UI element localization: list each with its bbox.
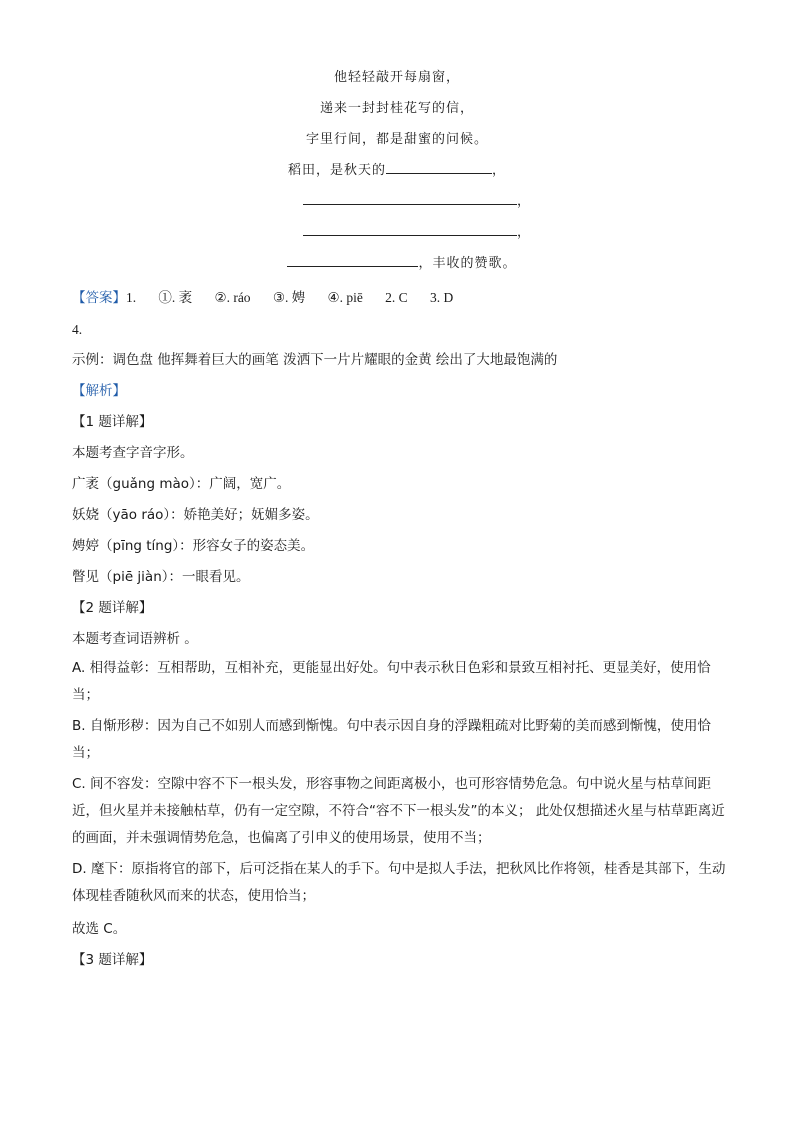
fill-blank-1[interactable] bbox=[386, 159, 492, 174]
poem-line-5-comma: ， bbox=[516, 194, 531, 209]
poem-line-3: 字里行间，都是甜蜜的问候。 bbox=[305, 132, 488, 147]
fill-blank-3[interactable] bbox=[303, 221, 517, 236]
q1-word-2: 妖娆（yāo ráo）：娇艳美好；妩媚多姿。 bbox=[72, 507, 319, 523]
analysis-tag: 【解析】 bbox=[72, 383, 126, 399]
answer-tag: 【答案】 bbox=[72, 290, 126, 306]
answer-q4-num: 4. bbox=[72, 322, 83, 337]
q3-detail-heading: 【3 题详解】 bbox=[72, 952, 153, 968]
poem-line-1: 他轻轻敲开每扇窗， bbox=[333, 70, 460, 85]
q2-conclusion: 故选 C。 bbox=[72, 921, 127, 937]
q2-option-d: D. 麾下：原指将官的部下，后可泛指在某人的手下。句中是拟人手法，把秋风比作将领，桂香是其部下，生动体现桂香随秋风而来的状态，使用恰当； bbox=[72, 861, 726, 904]
poem-line-4-comma: ， bbox=[492, 163, 507, 178]
q1-intro: 本题考查字音字形。 bbox=[72, 445, 194, 461]
answer-q1-num: 1. bbox=[126, 290, 137, 305]
poem-line-5 bbox=[0, 186, 794, 217]
answer-q2: 2. C bbox=[385, 290, 408, 305]
answer-item-3: ③. 娉 bbox=[272, 290, 306, 305]
q2-option-a: A. 相得益彰：互相帮助，互相补充，更能显出好处。句中表示秋日色彩和景致互相衬托、更显美好，使用恰当； bbox=[72, 660, 711, 703]
poem-line-6-comma: ， bbox=[516, 225, 531, 240]
answer-q4-example: 示例：调色盘 他挥舞着巨大的画笔 泼洒下一片片耀眼的金黄 绘出了大地最饱满的 bbox=[72, 352, 558, 368]
answer-item-2: ②. ráo bbox=[214, 290, 251, 305]
q2-option-b: B. 自惭形秽：因为自己不如别人而感到惭愧。句中表示因自身的浮躁粗疏对比野菊的美而感到惭愧，使用恰当； bbox=[72, 718, 711, 761]
answer-item-4: ④. piē bbox=[327, 290, 363, 305]
answer-row bbox=[72, 282, 732, 314]
answer-q3: 3. D bbox=[429, 290, 454, 305]
q1-word-3: 娉婷（pīng tíng）：形容女子的姿态美。 bbox=[72, 538, 315, 554]
q1-word-4: 瞥见（piē jiàn）：一眼看见。 bbox=[72, 569, 250, 585]
poem-line-7 bbox=[0, 248, 794, 279]
q1-detail-heading: 【1 题详解】 bbox=[72, 414, 153, 430]
poem-line-6 bbox=[0, 217, 794, 248]
q1-word-1: 广袤（guǎng mào）：广阔，宽广。 bbox=[72, 476, 291, 492]
poem-line-2: 递来一封封桂花写的信， bbox=[319, 101, 474, 116]
poem-line-4 bbox=[0, 155, 794, 186]
poem-line-4-prefix: 稻田，是秋天的 bbox=[287, 163, 386, 178]
fill-blank-2[interactable] bbox=[303, 190, 517, 205]
q2-detail-heading: 【2 题详解】 bbox=[72, 600, 153, 616]
q2-intro: 本题考查词语辨析 。 bbox=[72, 631, 198, 647]
poem-line-7-suffix: ，丰收的赞歌。 bbox=[418, 256, 517, 271]
answer-analysis-section bbox=[72, 282, 732, 976]
q2-option-c: C. 间不容发：空隙中容不下一根头发，形容事物之间距离极小，也可形容情势危急。句中说火星与枯草间距近，但火星并未接触枯草，仍有一定空隙，不符合“容不下一根头发”的本义； 此处仅想描述火星与枯草距离近的画面，并未强调情势危急，也偏离了引申义的使用场景，使用不当； bbox=[72, 776, 725, 846]
answer-item-1: ①. 袤 bbox=[158, 290, 193, 305]
fill-blank-4[interactable] bbox=[287, 252, 418, 267]
poem-block bbox=[0, 62, 794, 279]
